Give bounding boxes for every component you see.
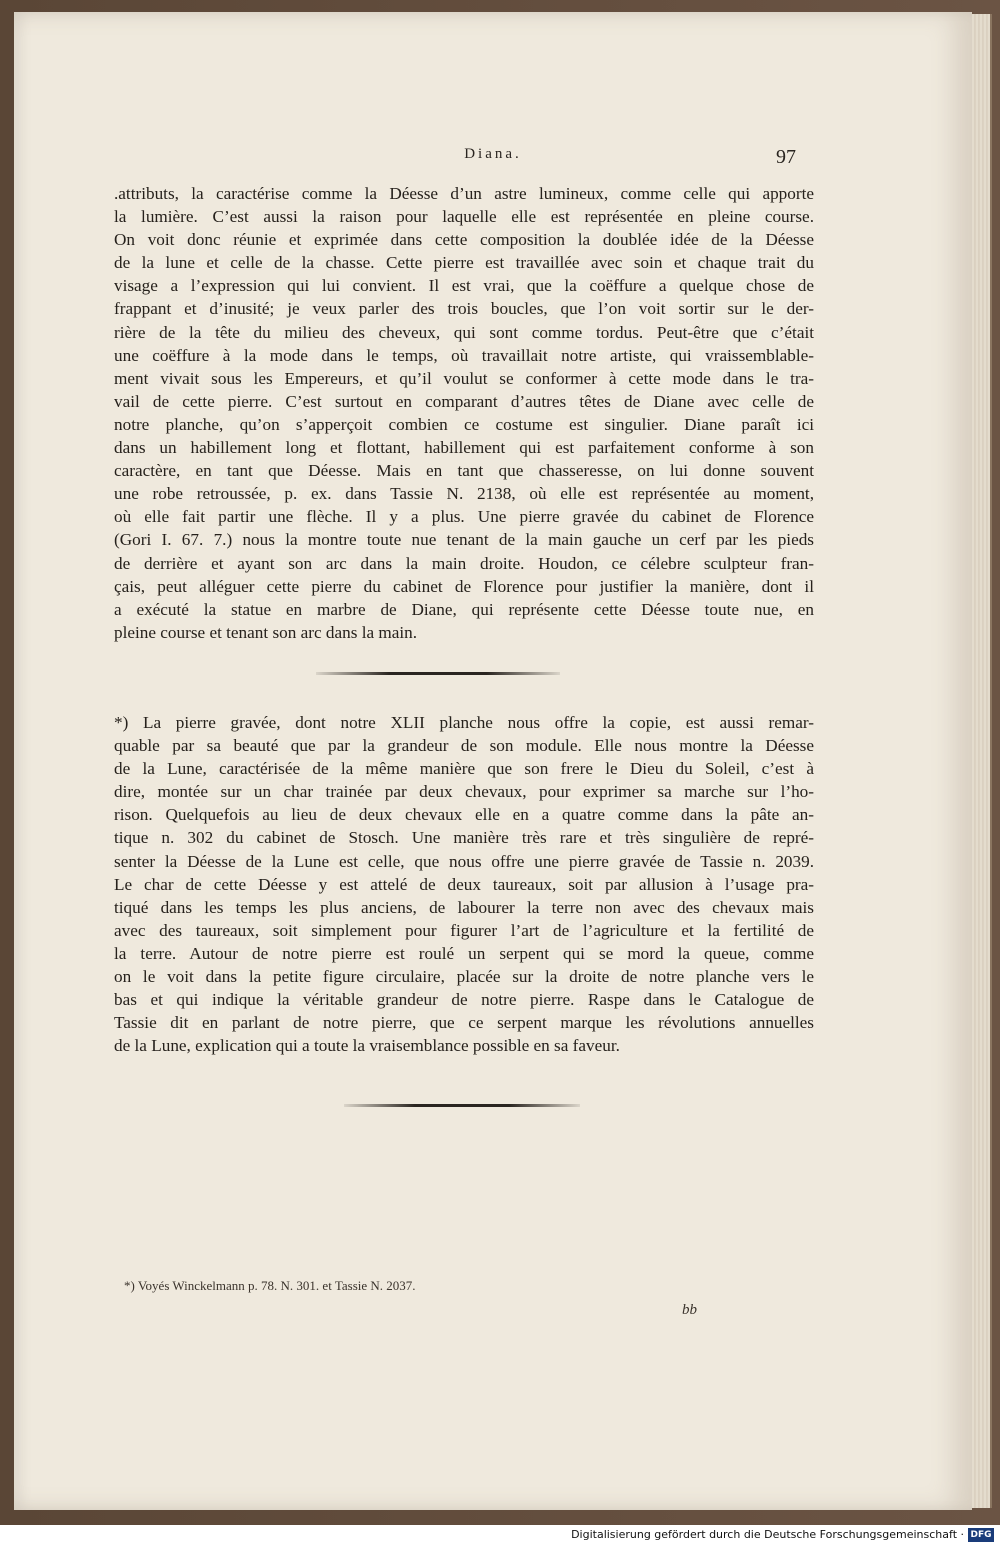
text-line: çais, peut alléguer cette pierre du cabinet de Florence pour justifier la manière, dont il	[114, 576, 814, 596]
note-line: Tassie dit en parlant de notre pierre, que ce serpent marque les révolutions annuelles	[114, 1013, 814, 1033]
page-number: 97	[776, 146, 796, 168]
text-line: a exécuté la statue en marbre de Diane, qui représente cette Déesse toute nue, en	[114, 599, 814, 619]
text-line: visage a l’expression qui lui convient. Il est vrai, que la coëffure a quelque chose de	[114, 276, 814, 296]
credit-text: Digitalisierung gefördert durch die Deutsche Forschungsgemeinschaft ·	[571, 1528, 964, 1541]
note-text-block	[114, 711, 814, 1057]
signature-mark: bb	[682, 1302, 697, 1318]
main-text-block	[114, 182, 814, 644]
text-line: (Gori I. 67. 7.) nous la montre toute nue tenant de la main gauche un cerf par les pieds	[114, 530, 814, 550]
dfg-logo: DFG	[968, 1528, 994, 1542]
note-line: on le voit dans la petite figure circulaire, placée sur la droite de notre planche vers le	[114, 967, 814, 987]
note-line: bas et qui indique la véritable grandeur de notre pierre. Raspe dans le Catalogue de	[114, 990, 814, 1010]
text-line: de derrière et ayant son arc dans la main droite. Houdon, ce célebre sculpteur fran-	[114, 553, 814, 573]
text-line: .attributs, la caractérise comme la Déesse d’un astre lumineux, comme celle qui apporte	[114, 184, 814, 203]
note-line: senter la Déesse de la Lune est celle, que nous offre une pierre gravée de Tassie n. 2039.	[114, 851, 814, 871]
note-line: Le char de cette Déesse y est attelé de deux taureaux, soit par allusion à l’usage pra-	[114, 874, 814, 894]
note-line: tiqué dans les temps les plus anciens, de labourer la terre non avec des chevaux mais	[114, 897, 814, 917]
footnote: *) Voyés Winckelmann p. 78. N. 301. et Tassie N. 2037.	[124, 1278, 416, 1293]
note-line: tique n. 302 du cabinet de Stosch. Une manière très rare et très singulière de repré-	[114, 828, 814, 848]
text-line: dans un habillement long et flottant, habillement qui est parfaitement conforme à son	[114, 438, 814, 458]
note-line: de la Lune, caractérisée de la même manière que son frere le Dieu du Soleil, c’est à	[114, 759, 814, 779]
end-divider	[344, 1104, 580, 1107]
note-line: quable par sa beauté que par la grandeur de son module. Elle nous montre la Déesse	[114, 736, 814, 756]
text-line: une robe retroussée, p. ex. dans Tassie N. 2138, où elle est représentée au moment,	[114, 484, 814, 504]
text-line: caractère, en tant que Déesse. Mais en tant que chasseresse, on lui donne souvent	[114, 461, 814, 481]
text-line: frappant et d’inusité; je veux parler des trois boucles, que l’on voit sortir sur le der-	[114, 299, 814, 319]
text-line: vail de cette pierre. C’est surtout en comparant d’autres têtes de Diane avec celle de	[114, 391, 814, 411]
note-line: de la Lune, explication qui a toute la vraisemblance possible en sa faveur.	[114, 1036, 620, 1056]
text-line: de la lune et celle de la chasse. Cette pierre est travaillée avec soin et chaque trait du	[114, 253, 814, 273]
running-head: Diana.	[464, 146, 522, 162]
text-line: On voit donc réunie et exprimée dans cette composition la doublée idée de la Déesse	[114, 230, 814, 250]
text-line: la lumière. C’est aussi la raison pour laquelle elle est représentée en pleine course.	[114, 207, 814, 227]
text-line: où elle fait partir une flèche. Il y a plus. Une pierre gravée du cabinet de Florence	[114, 507, 814, 527]
note-line: *) La pierre gravée, dont notre XLII planche nous offre la copie, est aussi remar-	[114, 713, 814, 732]
note-line: la terre. Autour de notre pierre est roulé un serpent qui se mord la queue, comme	[114, 943, 814, 963]
credit-bar	[0, 1525, 1000, 1546]
text-line: rière de la tête du milieu des cheveux, qui sont comme tordus. Peut-être que c’était	[114, 322, 814, 342]
text-line: pleine course et tenant son arc dans la main.	[114, 622, 418, 642]
section-divider	[316, 672, 560, 675]
note-line: dire, montée sur un char trainée par deux chevaux, pour exprimer sa marche sur l’ho-	[114, 782, 814, 802]
text-line: ment vivait sous les Empereurs, et qu’il voulut se conformer à cette mode dans le tra-	[114, 368, 814, 388]
note-line: avec des taureaux, soit simplement pour figurer l’art de l’agriculture et la fertilité de	[114, 920, 814, 940]
text-line: notre planche, qu’on s’apperçoit combien ce costume est singulier. Diane paraît ici	[114, 414, 814, 434]
text-line: une coëffure à la mode dans le temps, où travaillait notre artiste, qui vraissemblable-	[114, 345, 814, 365]
book-page	[14, 12, 972, 1510]
note-line: rison. Quelquefois au lieu de deux chevaux elle en a quatre comme dans la pâte an-	[114, 805, 814, 825]
